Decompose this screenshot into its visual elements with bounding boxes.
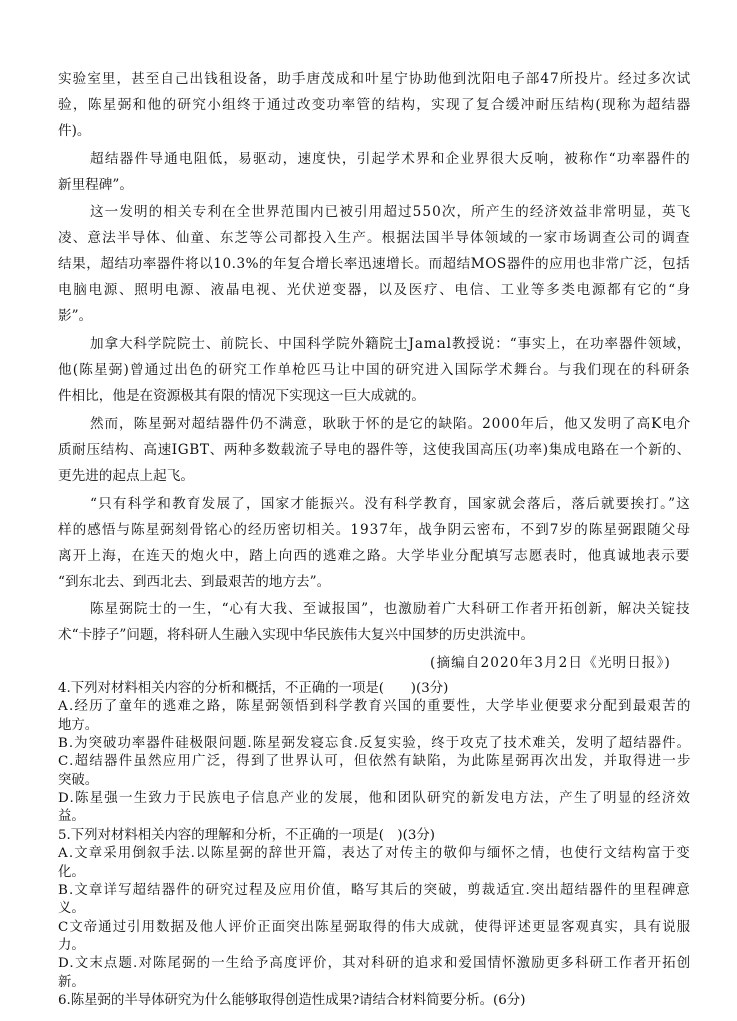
text-line: 凌、意法半导体、仙童、东芝等公司都投入生产。根据法国半导体领域的一家市场调查公司的调查	[58, 230, 691, 246]
text-line: B.为突破功率器件硅极限问题.陈星弼发寝忘食.反复实验，终于攻克了技术难关，发明了超结器件。	[58, 736, 692, 751]
text-line: B.文章详写超结器件的研究过程及应用价值，略写其后的突破，剪裁适宜.突出超结器件的里程碑意	[58, 883, 691, 898]
text-line: 化。	[58, 865, 85, 880]
text-line: 新里程碑”。	[58, 177, 133, 193]
text-line: C.超结器件虽然应用广泛，得到了世界认可，但依然有缺陷，为此陈星弼再次出发，并取得进一步	[58, 754, 692, 769]
text-line: 突破。	[58, 773, 99, 788]
text-line: 质耐压结构、高速IGBT、两种多数载流子导电的器件等，这使我国高压(功率)集成电路在一个新的、	[58, 442, 691, 458]
text-line: 他(陈星弼)曾通过出色的研究工作单枪匹马让中国的研究进入国际学术舞台。与我们现在的科研条	[58, 362, 691, 378]
text-line: 件)。	[58, 123, 91, 139]
text-line: A.经历了童年的逃难之路，陈星弼领悟到科学教育兴国的重要性，大学毕业便要求分配到最艰苦的	[58, 699, 692, 714]
text-line: 件相比，他是在资源极其有限的情况下实现这一巨大成就的。	[58, 388, 426, 404]
text-line: 陈星弼院士的一生，“心有大我、至诚报国”，也激励着广大科研工作者开拓创新，解决关锭技	[90, 601, 691, 617]
text-line: 新。	[58, 975, 85, 990]
text-line: D.文末点题.对陈尾弼的一生给予高度评价，其对科研的追求和爱国情怀激励更多科研工作者开拓创	[58, 956, 692, 971]
text-line: C文帝通过引用数据及他人评价正面突出陈星弼取得的伟大成就，使得评述更显客观真实，具有说服	[58, 920, 692, 935]
text-line: 地方。	[58, 718, 99, 733]
text-line: 这一发明的相关专利在全世界范围内已被引用超过550次，所产生的经济效益非常明显，英飞	[90, 204, 692, 220]
text-line: 更先进的起点上起飞。	[58, 468, 194, 484]
text-line: “只有科学和教育发展了，国家才能振兴。没有科学教育，国家就会落后，落后就要挨打。”这	[90, 496, 692, 512]
text-line: 离开上海，在连天的炮火中，踏上向西的逃难之路。大学毕业分配填写志愿表时，他真诚地表示要	[58, 548, 691, 564]
text-line: 加拿大科学院院士、前院长、中国科学院外籍院士Jamal教授说：“事实上，在功率器件领域，	[90, 336, 692, 352]
text-line: 样的感悟与陈星弼刻骨铭心的经历密切相关。1937年，战争阴云密布，不到7岁的陈星弼跟随父母	[58, 522, 692, 538]
text-line: 结果，超结功率器件将以10.3%的年复合增长率迅速增长。而超结MOS器件的应用也非常广泛，包括	[58, 256, 691, 272]
text-line: (摘编自2020年3月2日《光明日报》)	[430, 655, 671, 671]
text-line: A.文章采用倒叙手法.以陈星弼的辞世开篇，表达了对传主的敬仰与缅怀之情，也使行文结构富于变	[58, 846, 691, 861]
text-line: 5.下列对材料相关内容的理解和分析，不正确的一项是( )(3分)	[58, 828, 435, 843]
text-line: 然而，陈星弼对超结器件仍不满意，耿耿于怀的是它的缺陷。2000年后，他又发明了高K电介	[90, 416, 692, 432]
text-line: 义。	[58, 901, 85, 916]
text-line: 6.陈星弼的半导体研究为什么能够取得创造性成果?请结合材料简要分析。(6分)	[58, 993, 526, 1008]
text-line: 影”。	[58, 308, 93, 324]
text-line: “到东北去、到西北去、到最艰苦的地方去”。	[58, 574, 331, 590]
text-line: 超结器件导通电阻低，易驱动，速度快，引起学术界和企业界很大反响，被称作“功率器件的	[90, 151, 691, 167]
text-line: 实验室里，甚至自己出钱租设备，助手唐茂成和叶星宁协助他到沈阳电子部47所投片。经过多次试	[58, 71, 692, 87]
text-line: 术“卡脖子”问题，将科研人生融入实现中华民族伟大复兴中国梦的历史洪流中。	[58, 627, 535, 643]
text-line: 验，陈星弼和他的研究小组终于通过改变功率管的结构，实现了复合缓冲耐压结构(现称为超结器	[58, 97, 692, 113]
text-line: D.陈星强一生致力于民族电子信息产业的发展，他和团队研究的新发电方法，产生了明显的经济效	[58, 791, 692, 806]
text-line: 4.下列对材料相关内容的分析和概括，不正确的一项是( )(3分)	[58, 681, 449, 696]
text-line: 力。	[58, 938, 85, 953]
text-line: 益。	[58, 809, 85, 824]
text-line: 电脑电源、照明电源、液晶电视、光伏逆变器，以及医疗、电信、工业等多类电源都有它的“身	[58, 282, 692, 298]
